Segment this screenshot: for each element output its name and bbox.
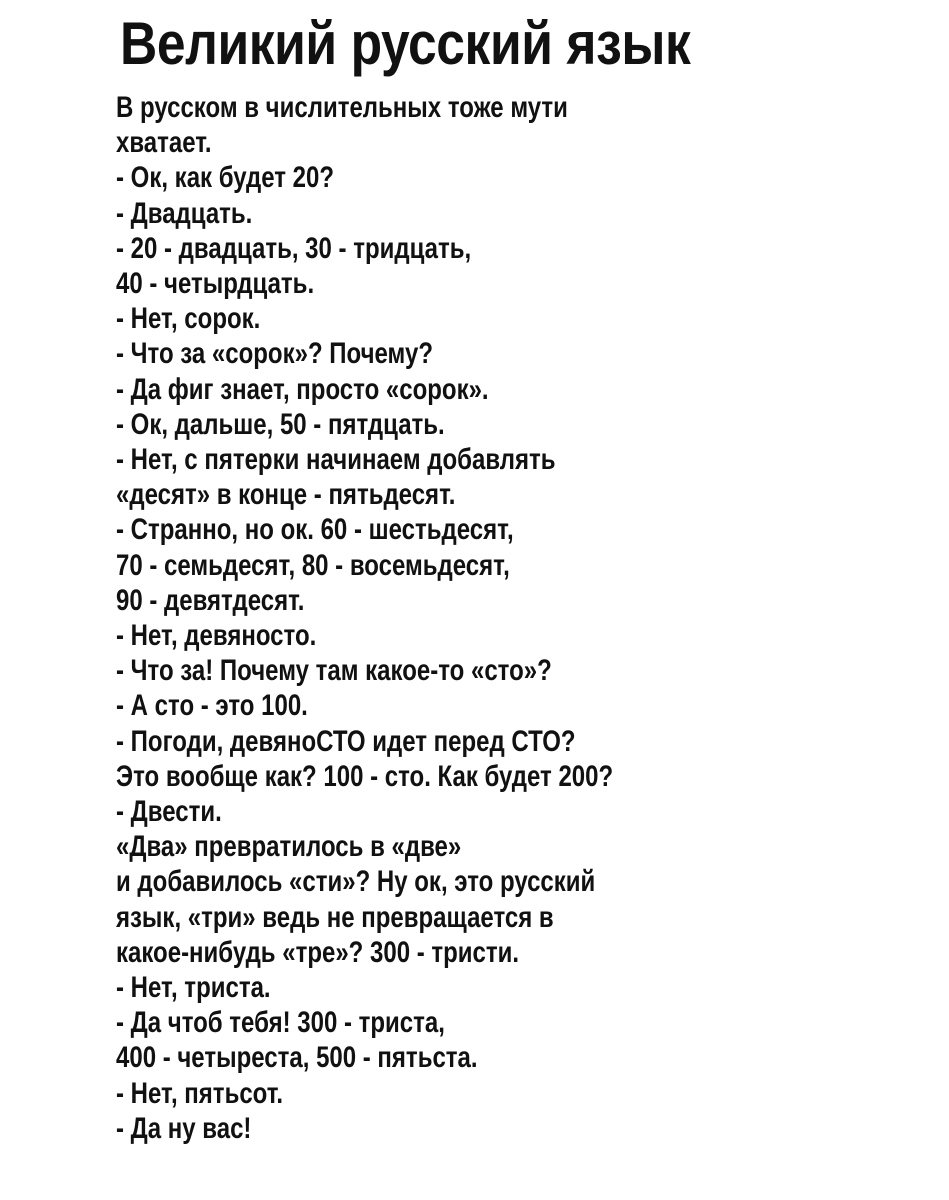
text-line: - А сто - это 100. — [116, 689, 308, 723]
text-line: - Двадцать. — [116, 196, 253, 230]
text-line: В русском в числительных тоже мути — [116, 91, 568, 124]
text-line: 40 - четырдцать. — [116, 267, 315, 301]
text-line: - Нет, сорок. — [116, 302, 261, 336]
text-line: - Погоди, девяноСТО идет перед СТО? — [116, 724, 576, 758]
text-line: - Что за! Почему там какое-то «сто»? — [116, 654, 552, 688]
text-line: 90 - девятдесят. — [116, 583, 305, 617]
text-line: и добавилось «сти»? Ну ок, это русский — [116, 865, 596, 899]
text-line: - Двести. — [116, 795, 222, 829]
text-line: «десят» в конце - пятьдесят. — [116, 478, 456, 512]
text-body — [116, 90, 916, 1146]
text-line: - Ок, дальше, 50 - пятдцать. — [116, 407, 445, 441]
text-line: 70 - семьдесят, 80 - восемьдесят, — [116, 548, 510, 582]
text-line: - Нет, триста. — [116, 971, 271, 1005]
text-line: - Нет, пятьсот. — [116, 1076, 284, 1110]
text-line: - Нет, с пятерки начинаем добавлять — [116, 443, 556, 477]
text-line: - Да ну вас! — [116, 1111, 252, 1145]
text-line: - Да чтоб тебя! 300 - триста, — [116, 1006, 445, 1040]
text-line: - Что за «сорок»? Почему? — [116, 337, 434, 371]
text-line: - 20 - двадцать, 30 - тридцать, — [116, 231, 472, 265]
text-line: какое-нибудь «тре»? 300 - тристи. — [116, 935, 520, 969]
text-line: 400 - четыреста, 500 - пятьста. — [116, 1041, 478, 1075]
text-line: - Странно, но ок. 60 - шестьдесят, — [116, 513, 514, 547]
text-line: - Нет, девяносто. — [116, 619, 317, 653]
text-line: - Ок, как будет 20? — [116, 161, 335, 195]
text-line: хватает. — [116, 126, 212, 160]
text-line: язык, «три» ведь не превращается в — [116, 900, 554, 934]
text-line: Это вообще как? 100 - сто. Как будет 200? — [116, 759, 614, 793]
page-title: Великий русский язык — [120, 10, 691, 77]
text-line: «Два» превратилось в «две» — [116, 830, 462, 864]
text-line: - Да фиг знает, просто «сорок». — [116, 372, 489, 406]
